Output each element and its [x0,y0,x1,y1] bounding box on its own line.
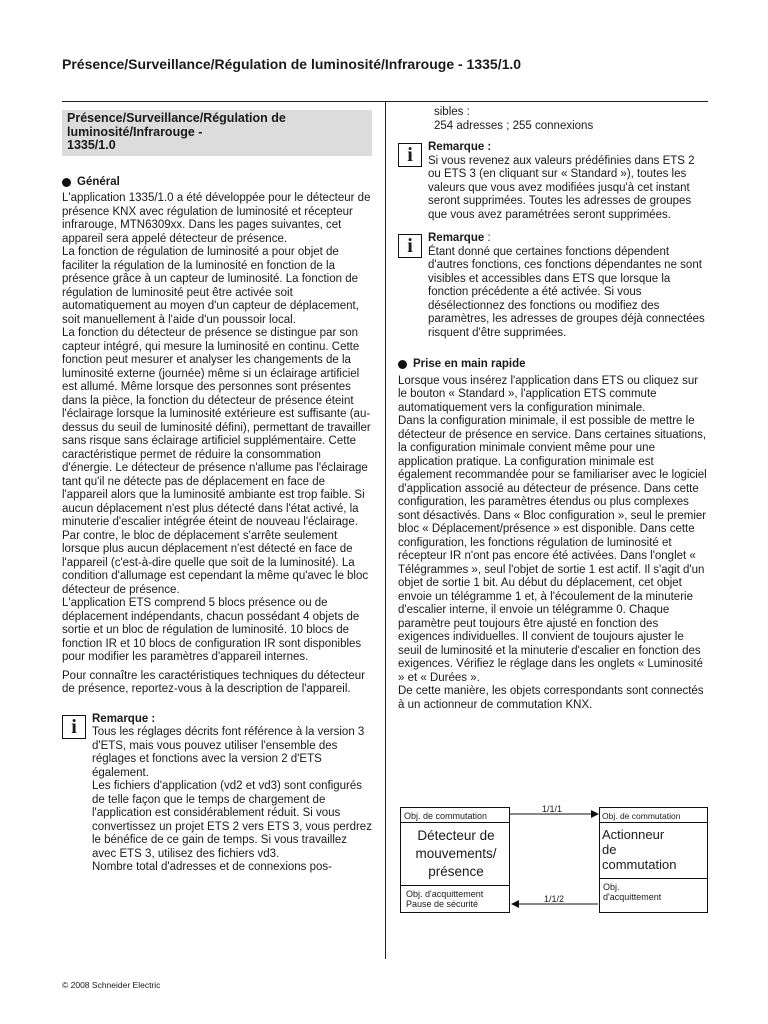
note-heading-suffix: : [484,232,491,244]
note-heading: Remarque [428,232,485,244]
section-title-line: Présence/Surveillance/Régulation de [67,111,286,125]
quick-start-heading-text: Prise en main rapide [413,358,526,370]
note-paragraph: Si vous revenez aux valeurs prédéfinies dans ETS 2 ou ETS 3 (en cliquant sur « Standard »), toutes les valeurs que vous avez modifiées jusqu'à cet instant seront supprimées. Toutes les adresses de groupes que vous avez paramétrées seront supprimées. [428,154,695,221]
group-address-bottom: 1/1/2 [544,894,565,904]
paragraph: Dans la configuration minimale, il est possible de mettre le détecteur de présence en service. Dans certaines situations, la configuration minimale convient même pour une application pratique. La configuration minimale est également recommandée pour se familiariser avec le logiciel d'application associé au détecteur de présence. Dans cette configuration, les paramètres étendus ou plus complexes sont désactivés. Dans « Bloc configuration », seul le premier bloc « Déplacement/présence » est disponible. Dans cette configuration, les fonctions régulation de luminosité et récepteur IR n'ont pas encore été activées. Dans l'onglet « Télégrammes », seul l'objet de sortie 1 est actif. Il s'agit d'un objet de sortie 1 bit. Au début du déplacement, cet objet envoie un télégramme 1 et, à l'écoulement de la minuterie d'escalier interne, il envoie un télégramme 0. Chaque paramètre peut toujours être ajusté en fonction des exigences individuelles. Il convient de toujours ajuster le seuil de luminosité et la minuterie d'escalier en fonction des exigences. Vérifiez le réglage dans les onglets « Luminosité » et « Durées ». [398,415,707,684]
left-column [62,110,372,883]
detector-input-label: Obj. d'acquittement Pause de sécurité [406,889,484,909]
paragraph: Pour connaître les caractéristiques techniques du détecteur de présence, reportez-vous à la description de l'appareil. [62,669,366,695]
connection-diagram [398,803,710,921]
quick-start-heading [398,358,708,372]
actuator-output-label: Obj. d'acquittement [603,882,662,902]
detector-output-label: Obj. de commutation [404,811,488,821]
note-paragraph: Les fichiers d'application (vd2 et vd3) sont configurés de telle façon que le temps de chargement de l'application est considérablement réduit. Si vous convertissez un projet ETS 2 vers ETS 3, vous perdrez le bénéfice de ce gain de temps. Si vous travaillez avec ETS 3, utilisez des fichiers vd3. [92,780,372,860]
detector-name: Détecteur de mouvements/ présence [415,828,497,879]
paragraph: Lorsque vous insérez l'application dans ETS ou cliquez sur le bouton « Standard », l'application ETS commute automatiquement vers la configuration minimale. [398,374,699,414]
continued-text: 254 adresses ; 255 connexions [434,119,594,132]
note-heading: Remarque : [428,141,492,153]
copyright-footer: © 2008 Schneider Electric [62,980,161,990]
info-icon: i [398,143,422,167]
section-title-line: 1335/1.0 [67,138,116,152]
bullet-icon [62,178,71,187]
paragraph: La fonction du détecteur de présence se distingue par son capteur intégré, qui mesure la luminosité en continu. Cette fonction peut mesurer et analyser les changements de la luminosité externe (journée) même si un éclairage artificiel est allumé. Même lorsque des personnes sont présentes dans la pièce, la fonction du détecteur de présence éteint l'éclairage lorsque la luminosité extérieure est suffisante (au-dessus du seuil de luminosité défini), permettant de travailler sans risque sans éclairage artificiel supplémentaire. Cette caractéristique permet de réduire la consommation d'énergie. Le détecteur de présence n'allume pas l'éclairage tant qu'il ne détecte pas de déplacement en face de l'appareil alors que la luminosité ambiante est trop faible. Si aucun déplacement n'est plus détecté dans l'état activé, la minuterie d'escalier intégrée éteint de nouveau l'éclairage. [62,327,371,528]
info-icon: i [62,715,86,739]
note-block [398,232,708,340]
note-paragraph: Étant donné que certaines fonctions dépendent d'autres fonctions, ces fonctions dépendantes ne sont visibles et accessibles dans ETS que lorsque la fonction précédente a été activée. Si vous désélectionnez des fonctions ou modifiez des paramètres, les adresses de groupes déjà connectées risquent d'être supprimées. [428,245,705,339]
note-paragraph: Tous les réglages décrits font référence à la version 3 d'ETS, mais vous pouvez utiliser l'ensemble des réglages et fonctions avec la version 2 d'ETS également. [92,726,365,779]
section-title-box [62,110,372,156]
paragraph: De cette manière, les objets correspondants sont connectés à un actionneur de commutation KNX. [398,685,704,711]
note-block [398,141,708,222]
right-column [398,106,708,712]
paragraph: L'application ETS comprend 5 blocs présence ou de déplacement indépendants, chacun possédant 4 objets de sortie et un bloc de régulation de luminosité. 10 blocs de fonction IR et 10 blocs de configuration IR sont disponibles pour modifier les paramètres d'appareil internes. [62,597,362,663]
paragraph: La fonction de régulation de luminosité a pour objet de faciliter la régulation de la luminosité en fonction de la présence grâce à un capteur de luminosité. La fonction de régulation de luminosité peut être activée soit automatiquement au moyen d'un capteur de déplacement, soit manuellement à l'aide d'un poussoir local. [62,246,359,326]
actuator-input-label: Obj. de commutation [602,811,681,821]
section-title-line: luminosité/Infrarouge - [67,124,203,139]
paragraph: L'application 1335/1.0 a été développée pour le détecteur de présence KNX avec régulation de luminosité et récepteur infrarouge, MTN6309xx. Dans les pages suivantes, cet appareil sera appelé détecteur de présence. [62,192,371,245]
bullet-icon [398,360,407,369]
note-block [62,713,372,875]
paragraph: Par contre, le bloc de déplacement s'arrête seulement lorsque plus aucun déplacement n'est détecté en face de l'appareil (c'est-à-dire quelle que soit de la luminosité). La condition d'allumage est cependant la même qu'avec le bloc détecteur de présence. [62,529,369,596]
note-paragraph: Nombre total d'adresses et de connexions pos- [92,861,332,873]
info-icon: i [398,234,422,258]
actuator-name: Actionneur de commutation [602,827,677,872]
general-heading-text: Général [77,175,120,188]
continued-text: sibles : [434,106,470,118]
general-heading [62,176,372,190]
page-title: Présence/Surveillance/Régulation de luminosité/Infrarouge - 1335/1.0 [62,56,522,72]
note-heading: Remarque : [92,712,156,725]
group-address-top: 1/1/1 [542,804,563,814]
column-divider [385,101,386,959]
